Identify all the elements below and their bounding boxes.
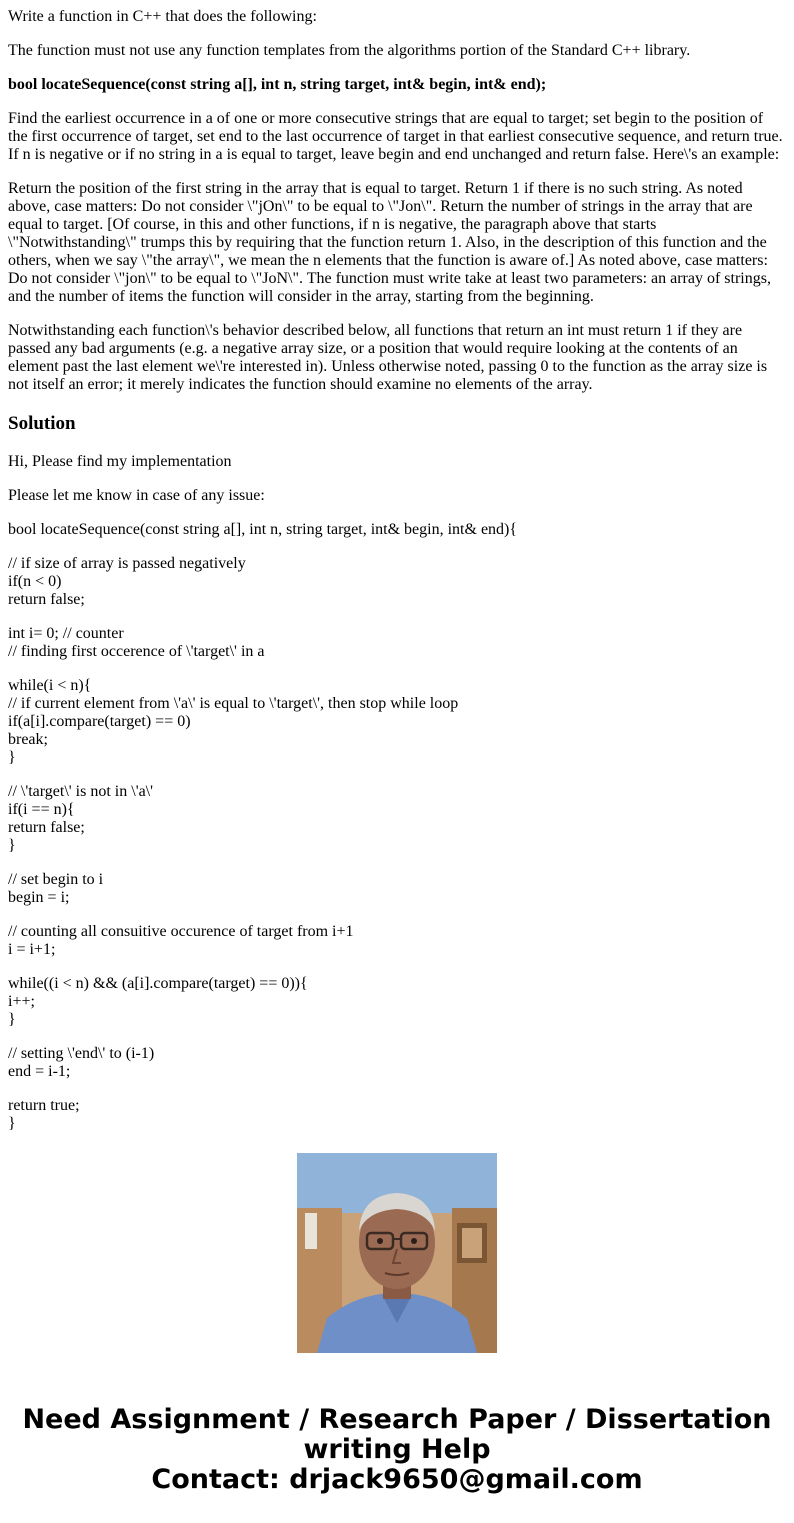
code-blank-line (8, 959, 786, 975)
code-line: while(i < n){ (8, 677, 92, 694)
code-line: int i= 0; // counter (8, 625, 124, 642)
code-blank-line (8, 1081, 786, 1097)
code-blank-line (8, 907, 786, 923)
function-signature: bool locateSequence(const string a[], int n, string target, int& begin, int& end); (8, 76, 547, 93)
code-line: } (8, 1011, 16, 1028)
code-line: return true; (8, 1097, 80, 1114)
question-notwithstanding: Notwithstanding each function\'s behavior described below, all functions that return an int must return 1 if they are passed any bad arguments (e.g. a negative array size, or a position that would require looking at the contents of an element past the last element we\'re interested in). Unless otherwise noted, passing 0 to the function as the array size is not itself an error; it merely indicates the function should examine no elements of the array. (8, 322, 768, 393)
code-line: } (8, 1115, 16, 1132)
code-line: // if size of array is passed negatively (8, 555, 246, 572)
code-blank-line (8, 855, 786, 871)
code-line: // finding first occerence of \'target\' in a (8, 643, 265, 660)
code-line: if(a[i].compare(target) == 0) (8, 713, 191, 730)
question-rule: The function must not use any function templates from the algorithms portion of the Standard C++ library. (8, 42, 691, 59)
code-line: } (8, 837, 16, 854)
banner-contact: Contact: drjack9650@gmail.com (151, 1464, 643, 1495)
code-line: i = i+1; (8, 941, 56, 958)
banner-line-1: Need Assignment / Research Paper / Dissertation (22, 1404, 772, 1435)
question-intro: Write a function in C++ that does the following: (8, 8, 317, 25)
code-line: return false; (8, 591, 85, 608)
solution-greeting: Hi, Please find my implementation (8, 453, 232, 470)
code-line: } (8, 749, 16, 766)
question-details: Return the position of the first string in the array that is equal to target. Return 1 if there is no such string. As noted above, case matters: Do not consider \"jOn\" to be equal to \"Jon\". Return the number of strings in the array that are equal to target. [Of course, in this and other functions, if n is negative, the paragraph above that starts \"Notwithstanding\" trumps this by requiring that the function return 1. Also, in the description of this function and the others, when we say \"the array\", we mean the n elements that the function is aware of.] As noted above, case matters: Do not consider \"jon\" to be equal to \"JoN\". The function must write take at least two parameters: an array of strings, and the number of items the function will consider in the array, starting from the beginning. (8, 180, 771, 305)
banner-line-2: writing Help (303, 1434, 491, 1465)
code-line: begin = i; (8, 889, 70, 906)
author-avatar (297, 1153, 497, 1353)
code-blank-line (8, 1029, 786, 1045)
code-line: // counting all consuitive occurence of target from i+1 (8, 923, 354, 940)
code-blank-line (8, 609, 786, 625)
author-photo (297, 1153, 497, 1353)
code-line: while((i < n) && (a[i].compare(target) == 0)){ (8, 975, 308, 992)
question-description: Find the earliest occurrence in a of one or more consecutive strings that are equal to target; set begin to the position of the first occurrence of target, set end to the last occurrence of target in that earliest consecutive sequence, and return true. If n is negative or if no string in a is equal to target, leave begin and end unchanged and return false. Here\'s an example: (8, 110, 783, 163)
code-line: // setting \'end\' to (i-1) (8, 1045, 155, 1062)
solution-note: Please let me know in case of any issue: (8, 487, 265, 504)
solution-code (8, 521, 786, 1132)
code-line: i++; (8, 993, 35, 1010)
code-line: break; (8, 731, 48, 748)
code-line: return false; (8, 819, 85, 836)
solution-heading: Solution (8, 413, 76, 434)
code-line: if(i == n){ (8, 801, 75, 818)
code-blank-line (8, 767, 786, 783)
code-line: end = i-1; (8, 1063, 71, 1080)
code-blank-line (8, 661, 786, 677)
code-line: // set begin to i (8, 871, 104, 888)
code-blank-line (8, 539, 786, 555)
code-line: // \'target\' is not in \'a\' (8, 783, 153, 800)
code-line: // if current element from \'a\' is equal to \'target\', then stop while loop (8, 695, 459, 712)
contact-banner (0, 1405, 794, 1495)
code-line: if(n < 0) (8, 573, 62, 590)
code-line: bool locateSequence(const string a[], int n, string target, int& begin, int& end){ (8, 521, 518, 538)
